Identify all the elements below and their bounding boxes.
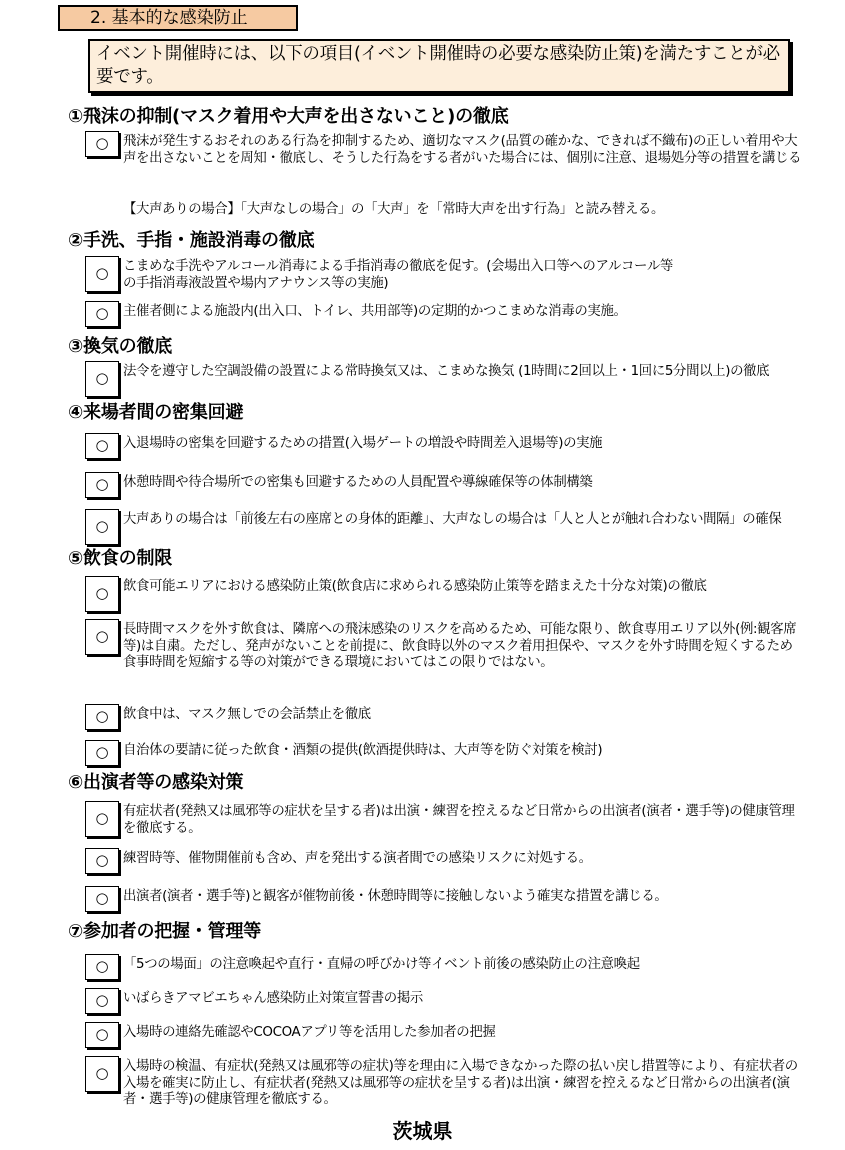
checkbox[interactable]: ○ <box>85 619 119 655</box>
item-text: 飲食可能エリアにおける感染防止策(飲食店に求められる感染防止策等を踏まえた十分な対策)の徹底 <box>123 579 707 594</box>
item-text: 入退場時の密集を回避するための措置(入場ゲートの増設や時間差入退場等)の実施 <box>123 436 603 451</box>
item-text: いばらきアマビエちゃん感染防止対策宣誓書の掲示 <box>123 991 423 1006</box>
heading-participant-tracking: ⑦参加者の把握・管理等 <box>68 921 262 942</box>
heading-droplet-control: ①飛沫の抑制(マスク着用や大声を出さないこと)の徹底 <box>68 106 509 127</box>
item-text: 大声ありの場合は「前後左右の座席との身体的距離」、大声なしの場合は「人と人とが触れ合わない間隔」の確保 <box>123 512 782 527</box>
item-text: 長時間マスクを外す飲食は、隣席への飛沫感染のリスクを高めるため、可能な限り、飲食専用エリア以外(例:観客席等)は自粛。ただし、発声がないことを前提に、飲食時以外のマスク着用担保や、マスクを外す時間を短くするため食事時間を短縮する等の対策ができる環境においてはこの限りではない。 <box>123 622 797 670</box>
footer-issuer: 茨城県 <box>392 1119 453 1143</box>
item-text: 飛沫が発生するおそれのある行為を抑制するため、適切なマスク(品質の確かな、できれば不織布)の正しい着用や大声を出さないことを周知・徹底し、そうした行為をする者がいた場合には、個別に注意、退場処分等の措置を講じる <box>123 134 802 166</box>
heading-crowd-avoidance: ④来場者間の密集回避 <box>68 402 244 423</box>
checkbox[interactable]: ○ <box>85 801 119 837</box>
checkbox[interactable]: ○ <box>85 740 119 766</box>
checkbox[interactable]: ○ <box>85 472 119 498</box>
item-text: 入場時の検温、有症状(発熱又は風邪等の症状)等を理由に入場できなかった際の払い戻し措置等により、有症状者の入場を確実に防止し、有症状者(発熱又は風邪等の症状を呈する者)は出演・練習を控えるなど日常からの出演者(演者・選手等)の健康管理を徹底する。 <box>123 1059 798 1107</box>
checkbox[interactable]: ○ <box>85 848 119 874</box>
loud-voice-note: 【大声ありの場合】「大声なしの場合」の「大声」を「常時大声を出す行為」と読み替える。 <box>123 202 665 217</box>
checkbox[interactable]: ○ <box>85 361 119 397</box>
checkbox[interactable]: ○ <box>85 1022 119 1048</box>
checkbox[interactable]: ○ <box>85 576 119 612</box>
item-text: こまめな手洗やアルコール消毒による手指消毒の徹底を促す。(会場出入口等へのアルコール等の手指消毒液設置や場内アナウンス等の実施) <box>123 259 673 291</box>
checkbox[interactable]: ○ <box>85 131 119 157</box>
checkbox[interactable]: ○ <box>85 988 119 1014</box>
checkbox[interactable]: ○ <box>85 433 119 459</box>
item-text: 入場時の連絡先確認やCOCOAアプリ等を活用した参加者の把握 <box>123 1025 496 1040</box>
item-text: 休憩時間や待合場所での密集も回避するための人員配置や導線確保等の体制構築 <box>123 475 593 490</box>
checkbox[interactable]: ○ <box>85 1056 119 1092</box>
checkbox[interactable]: ○ <box>85 704 119 730</box>
item-text: 出演者(演者・選手等)と観客が催物前後・休憩時間等に接触しないよう確実な措置を講じる。 <box>123 889 668 904</box>
heading-handwash-disinfection: ②手洗、手指・施設消毒の徹底 <box>68 230 315 251</box>
item-text: 練習時等、催物開催前も含め、声を発出する演者間での感染リスクに対処する。 <box>123 851 592 866</box>
heading-performer-measures: ⑥出演者等の感染対策 <box>68 772 244 793</box>
checkbox[interactable]: ○ <box>85 886 119 912</box>
item-text: 法令を遵守した空調設備の設置による常時換気又は、こまめな換気 (1時間に2回以上・1回に5分間以上)の徹底 <box>123 364 770 379</box>
heading-food-restriction: ⑤飲食の制限 <box>68 548 173 569</box>
item-text: 「5つの場面」の注意喚起や直行・直帰の呼びかけ等イベント前後の感染防止の注意喚起 <box>123 957 640 972</box>
checkbox[interactable]: ○ <box>85 954 119 980</box>
item-text: 飲食中は、マスク無しでの会話禁止を徹底 <box>123 707 371 722</box>
checkbox[interactable]: ○ <box>85 256 119 292</box>
item-text: 主催者側による施設内(出入口、トイレ、共用部等)の定期的かつこまめな消毒の実施。 <box>123 304 627 319</box>
checkbox[interactable]: ○ <box>85 509 119 545</box>
item-text: 自治体の要請に従った飲食・酒類の提供(飲酒提供時は、大声等を防ぐ対策を検討) <box>123 743 603 758</box>
checkbox[interactable]: ○ <box>85 301 119 327</box>
heading-ventilation: ③換気の徹底 <box>68 336 173 357</box>
section-title: 2. 基本的な感染防止 <box>58 5 298 31</box>
intro-box: イベント開催時には、以下の項目(イベント開催時の必要な感染防止策)を満たすことが必要です。 <box>88 39 790 93</box>
item-text: 有症状者(発熱又は風邪等の症状を呈する者)は出演・練習を控えるなど日常からの出演者(演者・選手等)の健康管理を徹底する。 <box>123 804 795 836</box>
